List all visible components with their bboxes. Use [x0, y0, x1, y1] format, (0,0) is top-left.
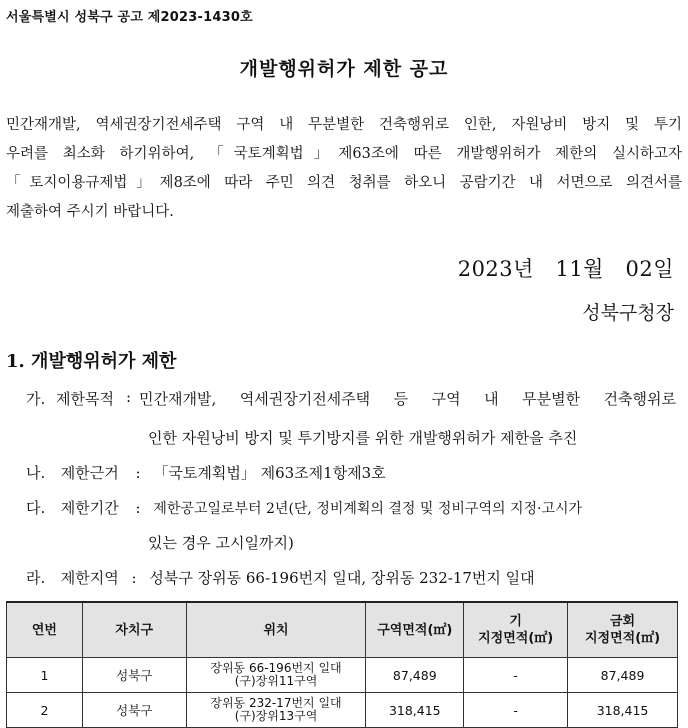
cell-location-line1: 장위동 232-17번지 일대 [210, 696, 342, 710]
item-separator: : [135, 499, 141, 517]
item-label: 제한기간 [60, 499, 119, 517]
col-header-current-area [568, 602, 678, 658]
item-basis [26, 462, 386, 483]
item-separator: : [131, 569, 137, 587]
cell-location [186, 658, 366, 693]
cell-location-line1: 장위동 66-196번지 일대 [210, 661, 342, 675]
item-label: 제한목적 [56, 390, 114, 408]
item-purpose [26, 388, 676, 409]
region-table [6, 601, 678, 728]
cell-area: 318,415 [366, 693, 464, 728]
table-row [7, 658, 678, 693]
notice-number: 서울특별시 성북구 공고 제2023-1430호 [6, 10, 253, 25]
issuer-name: 성북구청장 [582, 302, 674, 324]
item-text: 성북구 장위동 66-196번지 일대, 장위동 232-17번지 일대 [149, 569, 535, 587]
table-row [7, 693, 678, 728]
body-paragraph [6, 111, 682, 227]
col-header-prior-area [464, 602, 568, 658]
col-header-prior-line2: 지정면적(㎡) [478, 631, 554, 646]
item-separator: : [135, 464, 141, 482]
item-period [26, 497, 582, 518]
item-label: 제한지역 [60, 569, 119, 587]
col-header-area: 구역면적(㎡) [366, 602, 464, 658]
item-separator: : [125, 388, 132, 406]
body-line: 제출하여 주시기 바랍니다. [6, 204, 174, 220]
cell-no: 1 [7, 658, 83, 693]
cell-location [186, 693, 366, 728]
item-text: 민간재개발, 역세권장기전세주택 등 구역 내 무분별한 건축행위로 [139, 390, 676, 408]
item-period-continued: 있는 경우 고시일까지) [148, 534, 294, 552]
cell-prior-area: - [464, 658, 568, 693]
cell-location-line2: (구)장위11구역 [234, 674, 318, 688]
col-header-prior-line1: 기 [509, 614, 522, 629]
cell-current-area: 318,415 [568, 693, 678, 728]
item-marker: 가. [26, 390, 46, 408]
item-region [26, 567, 535, 588]
item-marker: 라. [26, 569, 46, 587]
cell-district: 성북구 [82, 658, 186, 693]
item-text: 제한공고일로부터 2년(단, 정비계획의 결정 및 정비구역의 지정·고시가 [153, 501, 583, 517]
col-header-no: 연번 [7, 602, 83, 658]
item-purpose-continued: 인한 자원낭비 방지 및 투기방지를 위한 개발행위허가 제한을 추진 [148, 429, 578, 447]
item-label: 제한근거 [60, 464, 119, 482]
table-header-row [7, 602, 678, 658]
page-title: 개발행위허가 제한 공고 [239, 58, 449, 80]
cell-no: 2 [7, 693, 83, 728]
cell-area: 87,489 [366, 658, 464, 693]
col-header-current-line1: 금회 [609, 614, 636, 629]
section-heading: 1. 개발행위허가 제한 [6, 351, 177, 372]
cell-current-area: 87,489 [568, 658, 678, 693]
cell-prior-area: - [464, 693, 568, 728]
notice-date: 2023년 11월 02일 [457, 257, 674, 281]
cell-district: 성북구 [82, 693, 186, 728]
body-line: 우려를 최소화 하기위하여, 「국토계획법」제63조에 따른 개발행위허가 제한의 실시하고자 [6, 146, 682, 162]
item-text: 「국토계획법」 제63조제1항제3호 [153, 464, 386, 482]
col-header-district: 자치구 [82, 602, 186, 658]
item-marker: 나. [26, 464, 46, 482]
cell-location-line2: (구)장위13구역 [234, 709, 318, 723]
item-marker: 다. [26, 499, 46, 517]
col-header-current-line2: 지정면적(㎡) [584, 631, 661, 646]
body-line: 「토지이용규제법」제8조에 따라 주민 의견 청취를 하오니 공람기간 내 서면으로 의견서를 [6, 175, 682, 191]
col-header-location: 위치 [186, 602, 366, 658]
body-line: 민간재개발, 역세권장기전세주택 구역 내 무분별한 건축행위로 인한, 자원낭비 방지 및 투기 [6, 117, 682, 133]
